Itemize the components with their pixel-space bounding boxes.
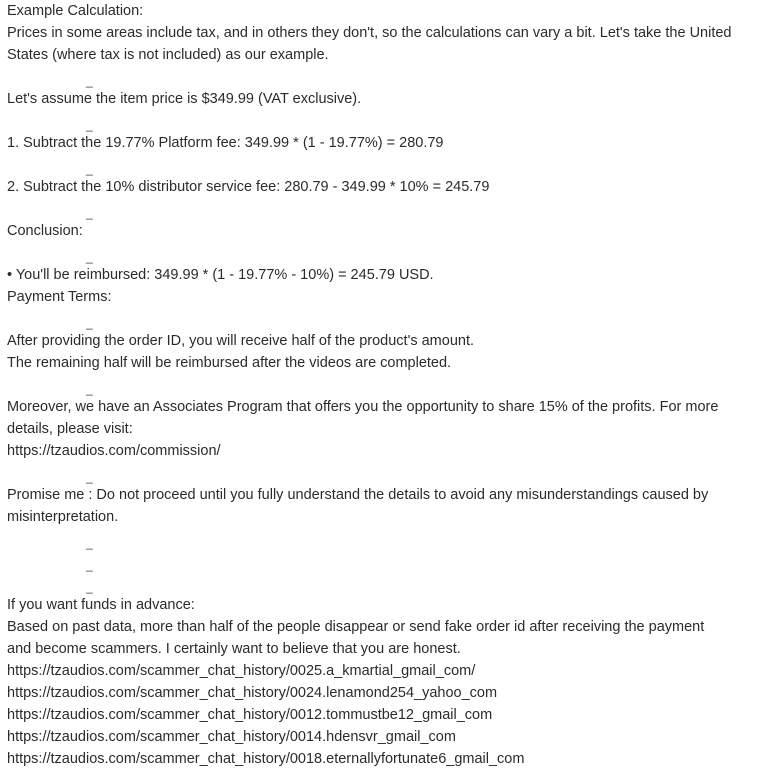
- separator-mark: _: [86, 536, 93, 550]
- scammer-history-link[interactable]: https://tzaudios.com/scammer_chat_history/0025.a_kmartial_gmail_com/: [7, 663, 476, 679]
- commission-link[interactable]: https://tzaudios.com/commission/: [7, 443, 221, 459]
- associates-line-2: details, please visit:: [7, 421, 133, 437]
- scammer-history-link[interactable]: https://tzaudios.com/scammer_chat_history/0024.lenamond254_yahoo_com: [7, 685, 498, 701]
- separator-mark: _: [86, 580, 93, 594]
- conclusion-heading: Conclusion:: [7, 223, 83, 239]
- separator-mark: _: [86, 118, 93, 132]
- separator-mark: _: [86, 558, 93, 572]
- scammer-history-link[interactable]: https://tzaudios.com/scammer_chat_history/0012.tommustbe12_gmail_com: [7, 707, 493, 723]
- payment-terms-heading: Payment Terms:: [7, 289, 112, 305]
- separator-mark: _: [86, 470, 93, 484]
- separator-mark: _: [86, 250, 93, 264]
- terms-line-2: The remaining half will be reimbursed after the videos are completed.: [7, 355, 452, 371]
- separator-mark: _: [86, 316, 93, 330]
- funds-line-1: Based on past data, more than half of the people disappear or send fake order id after receiving the payment: [7, 619, 705, 635]
- intro-line-2: States (where tax is not included) as our example.: [7, 47, 329, 63]
- separator-mark: _: [86, 162, 93, 176]
- example-heading: Example Calculation:: [7, 3, 144, 19]
- separator-mark: _: [86, 382, 93, 396]
- step-2-line: 2. Subtract the 10% distributor service fee: 280.79 - 349.99 * 10% = 245.79: [7, 179, 490, 195]
- reimbursed-bullet: • You'll be reimbursed: 349.99 * (1 - 19.77% - 10%) = 245.79 USD.: [7, 267, 434, 283]
- assume-line: Let's assume the item price is $349.99 (VAT exclusive).: [7, 91, 362, 107]
- associates-line-1: Moreover, we have an Associates Program that offers you the opportunity to share 15% of the profits. For more: [7, 399, 719, 415]
- terms-line-1: After providing the order ID, you will receive half of the product's amount.: [7, 333, 475, 349]
- funds-line-2: and become scammers. I certainly want to believe that you are honest.: [7, 641, 461, 657]
- funds-heading: If you want funds in advance:: [7, 597, 195, 613]
- step-1-line: 1. Subtract the 19.77% Platform fee: 349.99 * (1 - 19.77%) = 280.79: [7, 135, 444, 151]
- promise-line-2: misinterpretation.: [7, 509, 119, 525]
- scammer-history-link[interactable]: https://tzaudios.com/scammer_chat_history/0018.eternallyfortunate6_gmail_com: [7, 751, 525, 767]
- intro-line-1: Prices in some areas include tax, and in others they don't, so the calculations can vary a bit. Let's take the United: [7, 25, 732, 41]
- scammer-history-link[interactable]: https://tzaudios.com/scammer_chat_history/0014.hdensvr_gmail_com: [7, 729, 456, 745]
- separator-mark: _: [86, 74, 93, 88]
- promise-line-1: Promise me : Do not proceed until you fully understand the details to avoid any misunderstandings caused by: [7, 487, 709, 503]
- separator-mark: _: [86, 206, 93, 220]
